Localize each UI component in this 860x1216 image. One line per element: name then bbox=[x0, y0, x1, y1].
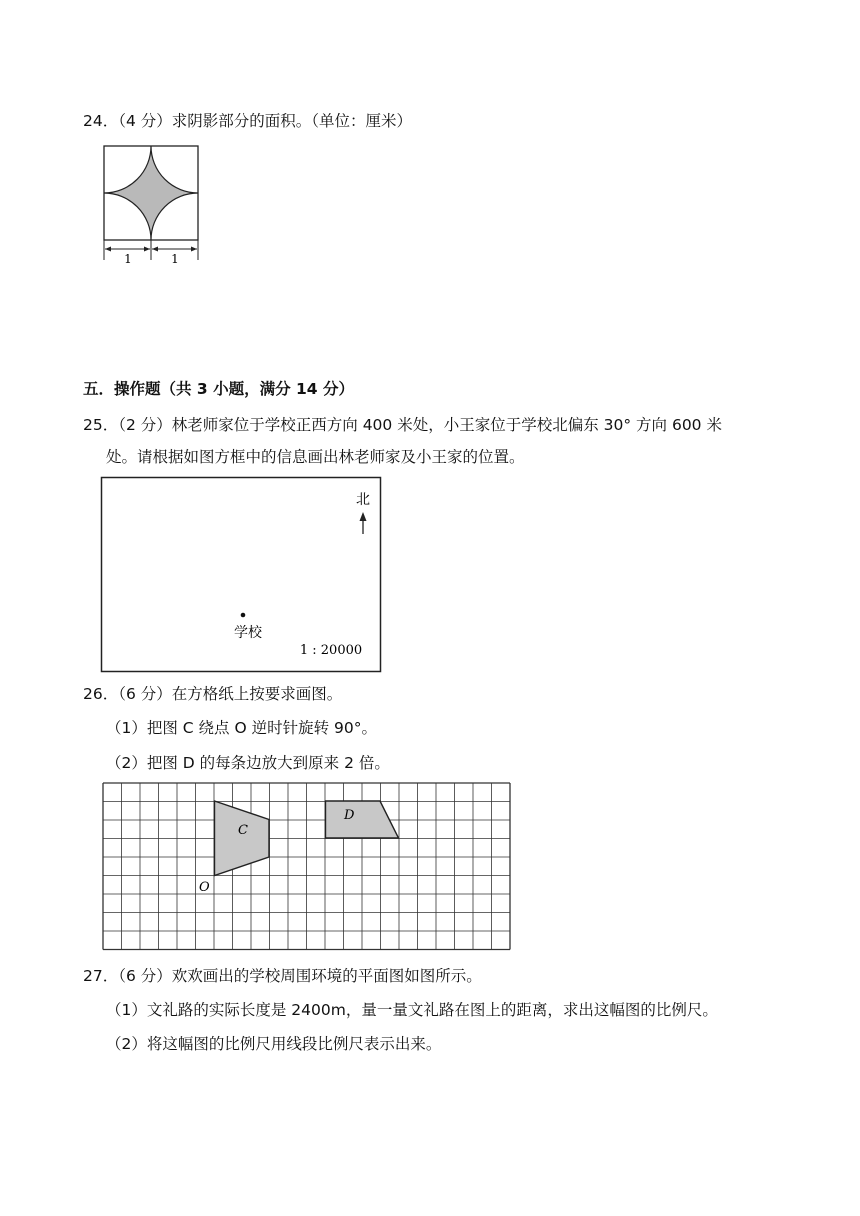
school-point bbox=[241, 613, 246, 618]
school-label: 学校 bbox=[234, 625, 262, 641]
label-o: O bbox=[199, 880, 210, 895]
scale-label: 1 : 20000 bbox=[299, 643, 363, 658]
q26-sub1: （1）把图 C 绕点 O 逆时针旋转 90°。 bbox=[106, 719, 377, 737]
q27-text: 27．（6 分）欢欢画出的学校周围环境的平面图如图所示。 bbox=[83, 967, 482, 985]
q27-sub1: （1）文礼路的实际长度是 2400m，量一量文礼路在图上的距离，求出这幅图的比例尺。 bbox=[106, 1001, 718, 1019]
q25-text-line2: 处。请根据如图方框中的信息画出林老师家及小王家的位置。 bbox=[106, 448, 525, 466]
q25-text-line1: 25．（2 分）林老师家位于学校正西方向 400 米处，小王家位于学校北偏东 30° 方向 600 米 bbox=[83, 416, 722, 434]
shape-c bbox=[215, 801, 270, 876]
north-label: 北 bbox=[356, 492, 370, 508]
q24-shaded-figure bbox=[98, 142, 204, 266]
q25-map-box bbox=[100, 476, 384, 676]
q26-sub2: （2）把图 D 的每条边放大到原来 2 倍。 bbox=[106, 754, 390, 772]
q27-sub2: （2）将这幅图的比例尺用线段比例尺表示出来。 bbox=[106, 1035, 442, 1053]
q26-text: 26．（6 分）在方格纸上按要求画图。 bbox=[83, 685, 343, 703]
label-d: D bbox=[344, 808, 355, 823]
label-c: C bbox=[238, 823, 248, 838]
section-heading: 五．操作题（共 3 小题，满分 14 分） bbox=[83, 380, 354, 398]
q26-grid-figure bbox=[100, 781, 512, 955]
q24-text: 24．（4 分）求阴影部分的面积。（单位：厘米） bbox=[83, 112, 413, 130]
grid-lines bbox=[103, 783, 510, 950]
dimension-label-right: 1 bbox=[171, 252, 179, 266]
dimension-label-left: 1 bbox=[124, 252, 132, 266]
shape-d bbox=[326, 801, 399, 838]
